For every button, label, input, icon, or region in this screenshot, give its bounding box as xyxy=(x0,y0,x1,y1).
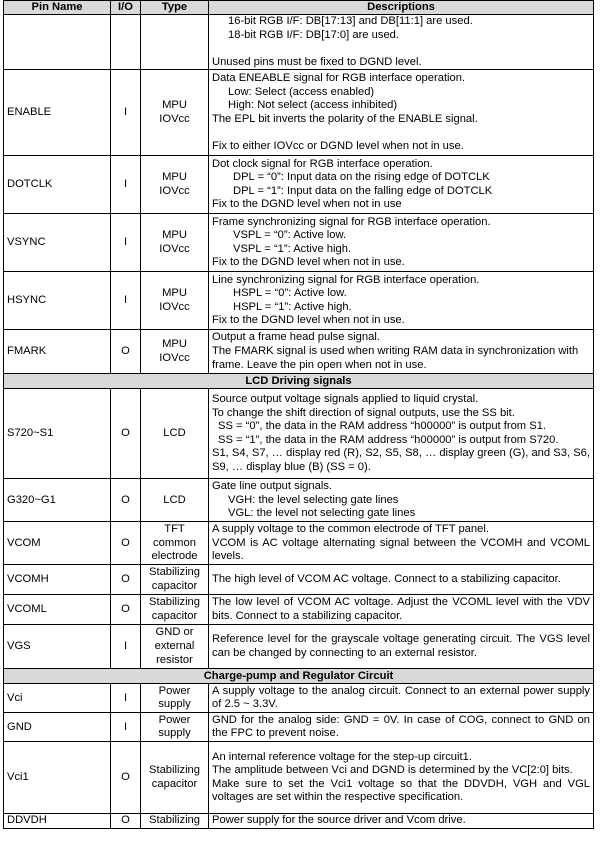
description-line: VSPL = “1”: Active high. xyxy=(233,242,352,255)
description-line: Gate line output signals. xyxy=(212,479,333,492)
pin-name: HSYNC xyxy=(4,272,111,330)
description-line: VGH: the level selecting gate lines xyxy=(228,493,399,506)
header-row xyxy=(4,1,594,15)
description-line: VSPL = “0”: Active low. xyxy=(233,229,347,242)
table-row-continued xyxy=(4,15,594,70)
description-line: Source output voltage signals applied to liquid crystal. xyxy=(212,393,479,406)
table-row-vcom xyxy=(4,522,594,565)
io-direction: O xyxy=(111,565,141,595)
pin-name: G320~G1 xyxy=(4,479,111,522)
table-row-dotclk xyxy=(4,156,594,214)
io-direction: I xyxy=(111,70,141,156)
description-line: Frame synchronizing signal for RGB interface operation. xyxy=(212,215,491,228)
description-cell xyxy=(209,70,594,156)
description-line: Line synchronizing signal for RGB interface operation. xyxy=(212,273,480,286)
pin-type xyxy=(141,595,209,625)
description-cell xyxy=(209,389,594,479)
pin-type xyxy=(141,625,209,669)
description-line: SS = “1”, the data in the RAM address “h00000” is output from S720. xyxy=(218,433,559,446)
section-title-charge-pump: Charge-pump and Regulator Circuit xyxy=(4,669,594,684)
table-row-ddvdh xyxy=(4,814,594,829)
description-line: Data ENEABLE signal for RGB interface operation. xyxy=(212,72,466,85)
io-direction: I xyxy=(111,625,141,669)
pin-type-line: capacitor xyxy=(151,777,198,790)
description-line: HSPL = “0”: Active low. xyxy=(233,287,347,300)
description-line: Make sure to set the Vci1 voltage so that the DDVDH, VGH and VGL voltages are set within the respective specification. xyxy=(212,777,590,804)
pin-type-line: IOVcc xyxy=(159,300,190,313)
header-type: Type xyxy=(141,1,209,15)
description-cell xyxy=(209,15,594,70)
io-direction: O xyxy=(111,522,141,565)
pin-type-line: Stabilizing xyxy=(149,764,200,777)
pin-type xyxy=(141,272,209,330)
description-line: S1, S4, S7, … display red (R), S2, S5, S8, … display green (G), and S3, S6, S9, … display blue (B) (SS = 0). xyxy=(212,447,590,474)
pin-name: VCOM xyxy=(4,522,111,565)
description-line: The amplitude between Vci and DGND is determined by the VC[2:0] bits. xyxy=(212,764,573,777)
pin-type-line: supply xyxy=(158,698,191,711)
pin-type-line: external xyxy=(154,640,195,653)
pin-type-line: MPU xyxy=(162,171,187,184)
description-line: Low: Select (access enabled) xyxy=(228,85,375,98)
pin-name: Vci xyxy=(4,684,111,713)
pin-type-line: capacitor xyxy=(151,579,198,592)
description-line: To change the shift direction of signal outputs, use the SS bit. xyxy=(212,406,515,419)
pin-type-line: MPU xyxy=(162,287,187,300)
pin-type-line: Power xyxy=(158,684,191,697)
io-direction: I xyxy=(111,156,141,214)
pin-type xyxy=(141,713,209,742)
pin-type-line: Stabilizing xyxy=(149,566,200,579)
section-row-charge-pump xyxy=(4,669,594,684)
blank-line xyxy=(212,126,590,140)
pin-type-line: MPU xyxy=(162,229,187,242)
pin-type-line: IOVcc xyxy=(159,112,190,125)
table-row-vci xyxy=(4,684,594,713)
pin-type-line: electrode xyxy=(151,550,198,563)
pin-type xyxy=(141,742,209,814)
io-direction: I xyxy=(111,684,141,713)
pin-type: LCD xyxy=(141,479,209,522)
pin-name: VCOML xyxy=(4,595,111,625)
pin-name: S720~S1 xyxy=(4,389,111,479)
pin-type-line: IOVcc xyxy=(159,351,190,364)
pin-type-line: MPU xyxy=(162,99,187,112)
blank-line xyxy=(212,42,590,56)
table-row-vgs xyxy=(4,625,594,669)
description-line: SS = “0”, the data in the RAM address “h00000” is output from S1. xyxy=(218,420,547,433)
description-cell xyxy=(209,684,594,713)
header-pin-name: Pin Name xyxy=(4,1,111,15)
io-direction: O xyxy=(111,814,141,829)
description-line: The FMARK signal is used when writing RAM data in synchronization with frame. Leave the pin open when not in use. xyxy=(212,345,579,371)
description-line: Fix to the DGND level when not in use xyxy=(212,198,402,211)
pin-type-line: resistor xyxy=(156,653,193,666)
type-cell xyxy=(141,15,209,70)
pin-name: FMARK xyxy=(4,330,111,374)
io-cell xyxy=(111,15,141,70)
description-cell xyxy=(209,330,594,374)
description-line: 16-bit RGB I/F: DB[17:13] and DB[11:1] are used. xyxy=(228,15,473,27)
pin-type-line: IOVcc xyxy=(159,242,190,255)
pin-type xyxy=(141,565,209,595)
description-line: A supply voltage to the common electrode of TFT panel. xyxy=(212,522,489,535)
table-row-hsync xyxy=(4,272,594,330)
description-line: HSPL = “1”: Active high. xyxy=(233,300,352,313)
table-row-g320 xyxy=(4,479,594,522)
io-direction: O xyxy=(111,479,141,522)
description-line: High: Not select (access inhibited) xyxy=(228,99,398,112)
pin-name-cell xyxy=(4,15,111,70)
table-row-enable xyxy=(4,70,594,156)
pin-type-line: common xyxy=(153,536,196,549)
pin-type xyxy=(141,70,209,156)
description-line: An internal reference voltage for the step-up circuit1. xyxy=(212,750,472,763)
header-descriptions: Descriptions xyxy=(209,1,594,15)
pin-name: DOTCLK xyxy=(4,156,111,214)
table-row-vcoml xyxy=(4,595,594,625)
description-line: Unused pins must be fixed to DGND level. xyxy=(212,55,422,68)
description-cell xyxy=(209,565,594,595)
pin-name: VSYNC xyxy=(4,214,111,272)
header-io: I/O xyxy=(111,1,141,15)
table-row-vci1 xyxy=(4,742,594,814)
pin-type xyxy=(141,156,209,214)
pin-name: Vci1 xyxy=(4,742,111,814)
io-direction: I xyxy=(111,272,141,330)
description-line: Power supply for the source driver and Vcom drive. xyxy=(212,814,466,827)
description-line: 18-bit RGB I/F: DB[17:0] are used. xyxy=(228,28,399,41)
description-cell xyxy=(209,595,594,625)
description-line: The EPL bit inverts the polarity of the ENABLE signal. xyxy=(212,112,478,125)
io-direction: I xyxy=(111,713,141,742)
io-direction: O xyxy=(111,389,141,479)
section-title-lcd-driving: LCD Driving signals xyxy=(4,374,594,389)
pin-type-line: capacitor xyxy=(151,609,198,622)
description-cell xyxy=(209,156,594,214)
io-direction: O xyxy=(111,330,141,374)
description-line: The low level of VCOM AC voltage. Adjust the VCOML level with the VDV bits. Connect to a stabilizing capacitor. xyxy=(212,596,590,622)
description-line: DPL = “0”: Input data on the rising edge of DOTCLK xyxy=(233,171,490,184)
pin-type xyxy=(141,330,209,374)
description-line: Dot clock signal for RGB interface operation. xyxy=(212,157,433,170)
pin-description-table xyxy=(3,0,594,829)
pin-type-line: MPU xyxy=(162,338,187,351)
description-cell xyxy=(209,522,594,565)
table-row-vsync xyxy=(4,214,594,272)
pin-type: Stabilizing xyxy=(141,814,209,829)
description-cell xyxy=(209,814,594,829)
description-cell xyxy=(209,214,594,272)
description-cell xyxy=(209,479,594,522)
pin-type xyxy=(141,522,209,565)
description-line: Reference level for the grayscale voltage generating circuit. The VGS level can be changed by connecting to an external resistor. xyxy=(212,633,590,659)
description-cell xyxy=(209,742,594,814)
io-direction: O xyxy=(111,742,141,814)
pin-name: ENABLE xyxy=(4,70,111,156)
description-line: The high level of VCOM AC voltage. Connect to a stabilizing capacitor. xyxy=(212,573,561,586)
description-line: Fix to either IOVcc or DGND level when not in use. xyxy=(212,140,464,153)
description-line: Output a frame head pulse signal. xyxy=(212,331,380,344)
pin-name: VCOMH xyxy=(4,565,111,595)
pin-type-line: IOVcc xyxy=(159,184,190,197)
pin-name: DDVDH xyxy=(4,814,111,829)
pin-description-page xyxy=(3,0,594,829)
pin-name: GND xyxy=(4,713,111,742)
pin-type xyxy=(141,684,209,713)
io-direction: I xyxy=(111,214,141,272)
description-line: VCOM is AC voltage alternating signal between the VCOMH and VCOML levels. xyxy=(212,536,590,563)
description-line: Fix to the DGND level when not in use. xyxy=(212,256,405,269)
pin-type-line: GND or xyxy=(155,626,194,639)
table-row-gnd xyxy=(4,713,594,742)
section-row-lcd xyxy=(4,374,594,389)
table-row-fmark xyxy=(4,330,594,374)
description-cell xyxy=(209,713,594,742)
pin-type-line: Power xyxy=(158,713,191,726)
pin-name: VGS xyxy=(4,625,111,669)
pin-type-line: TFT xyxy=(164,522,185,535)
table-row-vcomh xyxy=(4,565,594,595)
pin-type-line: Stabilizing xyxy=(149,596,200,609)
pin-type: LCD xyxy=(141,389,209,479)
io-direction: O xyxy=(111,595,141,625)
description-line: VGL: the level not selecting gate lines xyxy=(228,507,416,520)
description-cell xyxy=(209,625,594,669)
table-row-s720 xyxy=(4,389,594,479)
description-line: Fix to the DGND level when not in use. xyxy=(212,314,405,327)
description-cell xyxy=(209,272,594,330)
description-line: A supply voltage to the analog circuit. Connect to an external power supply of 2.5 ~ 3.3V. xyxy=(212,684,590,711)
pin-type xyxy=(141,214,209,272)
description-line: DPL = “1”: Input data on the falling edge of DOTCLK xyxy=(233,184,493,197)
pin-type-line: supply xyxy=(158,727,191,740)
description-line: GND for the analog side: GND = 0V. In case of COG, connect to GND on the FPC to prevent noise. xyxy=(212,713,590,740)
